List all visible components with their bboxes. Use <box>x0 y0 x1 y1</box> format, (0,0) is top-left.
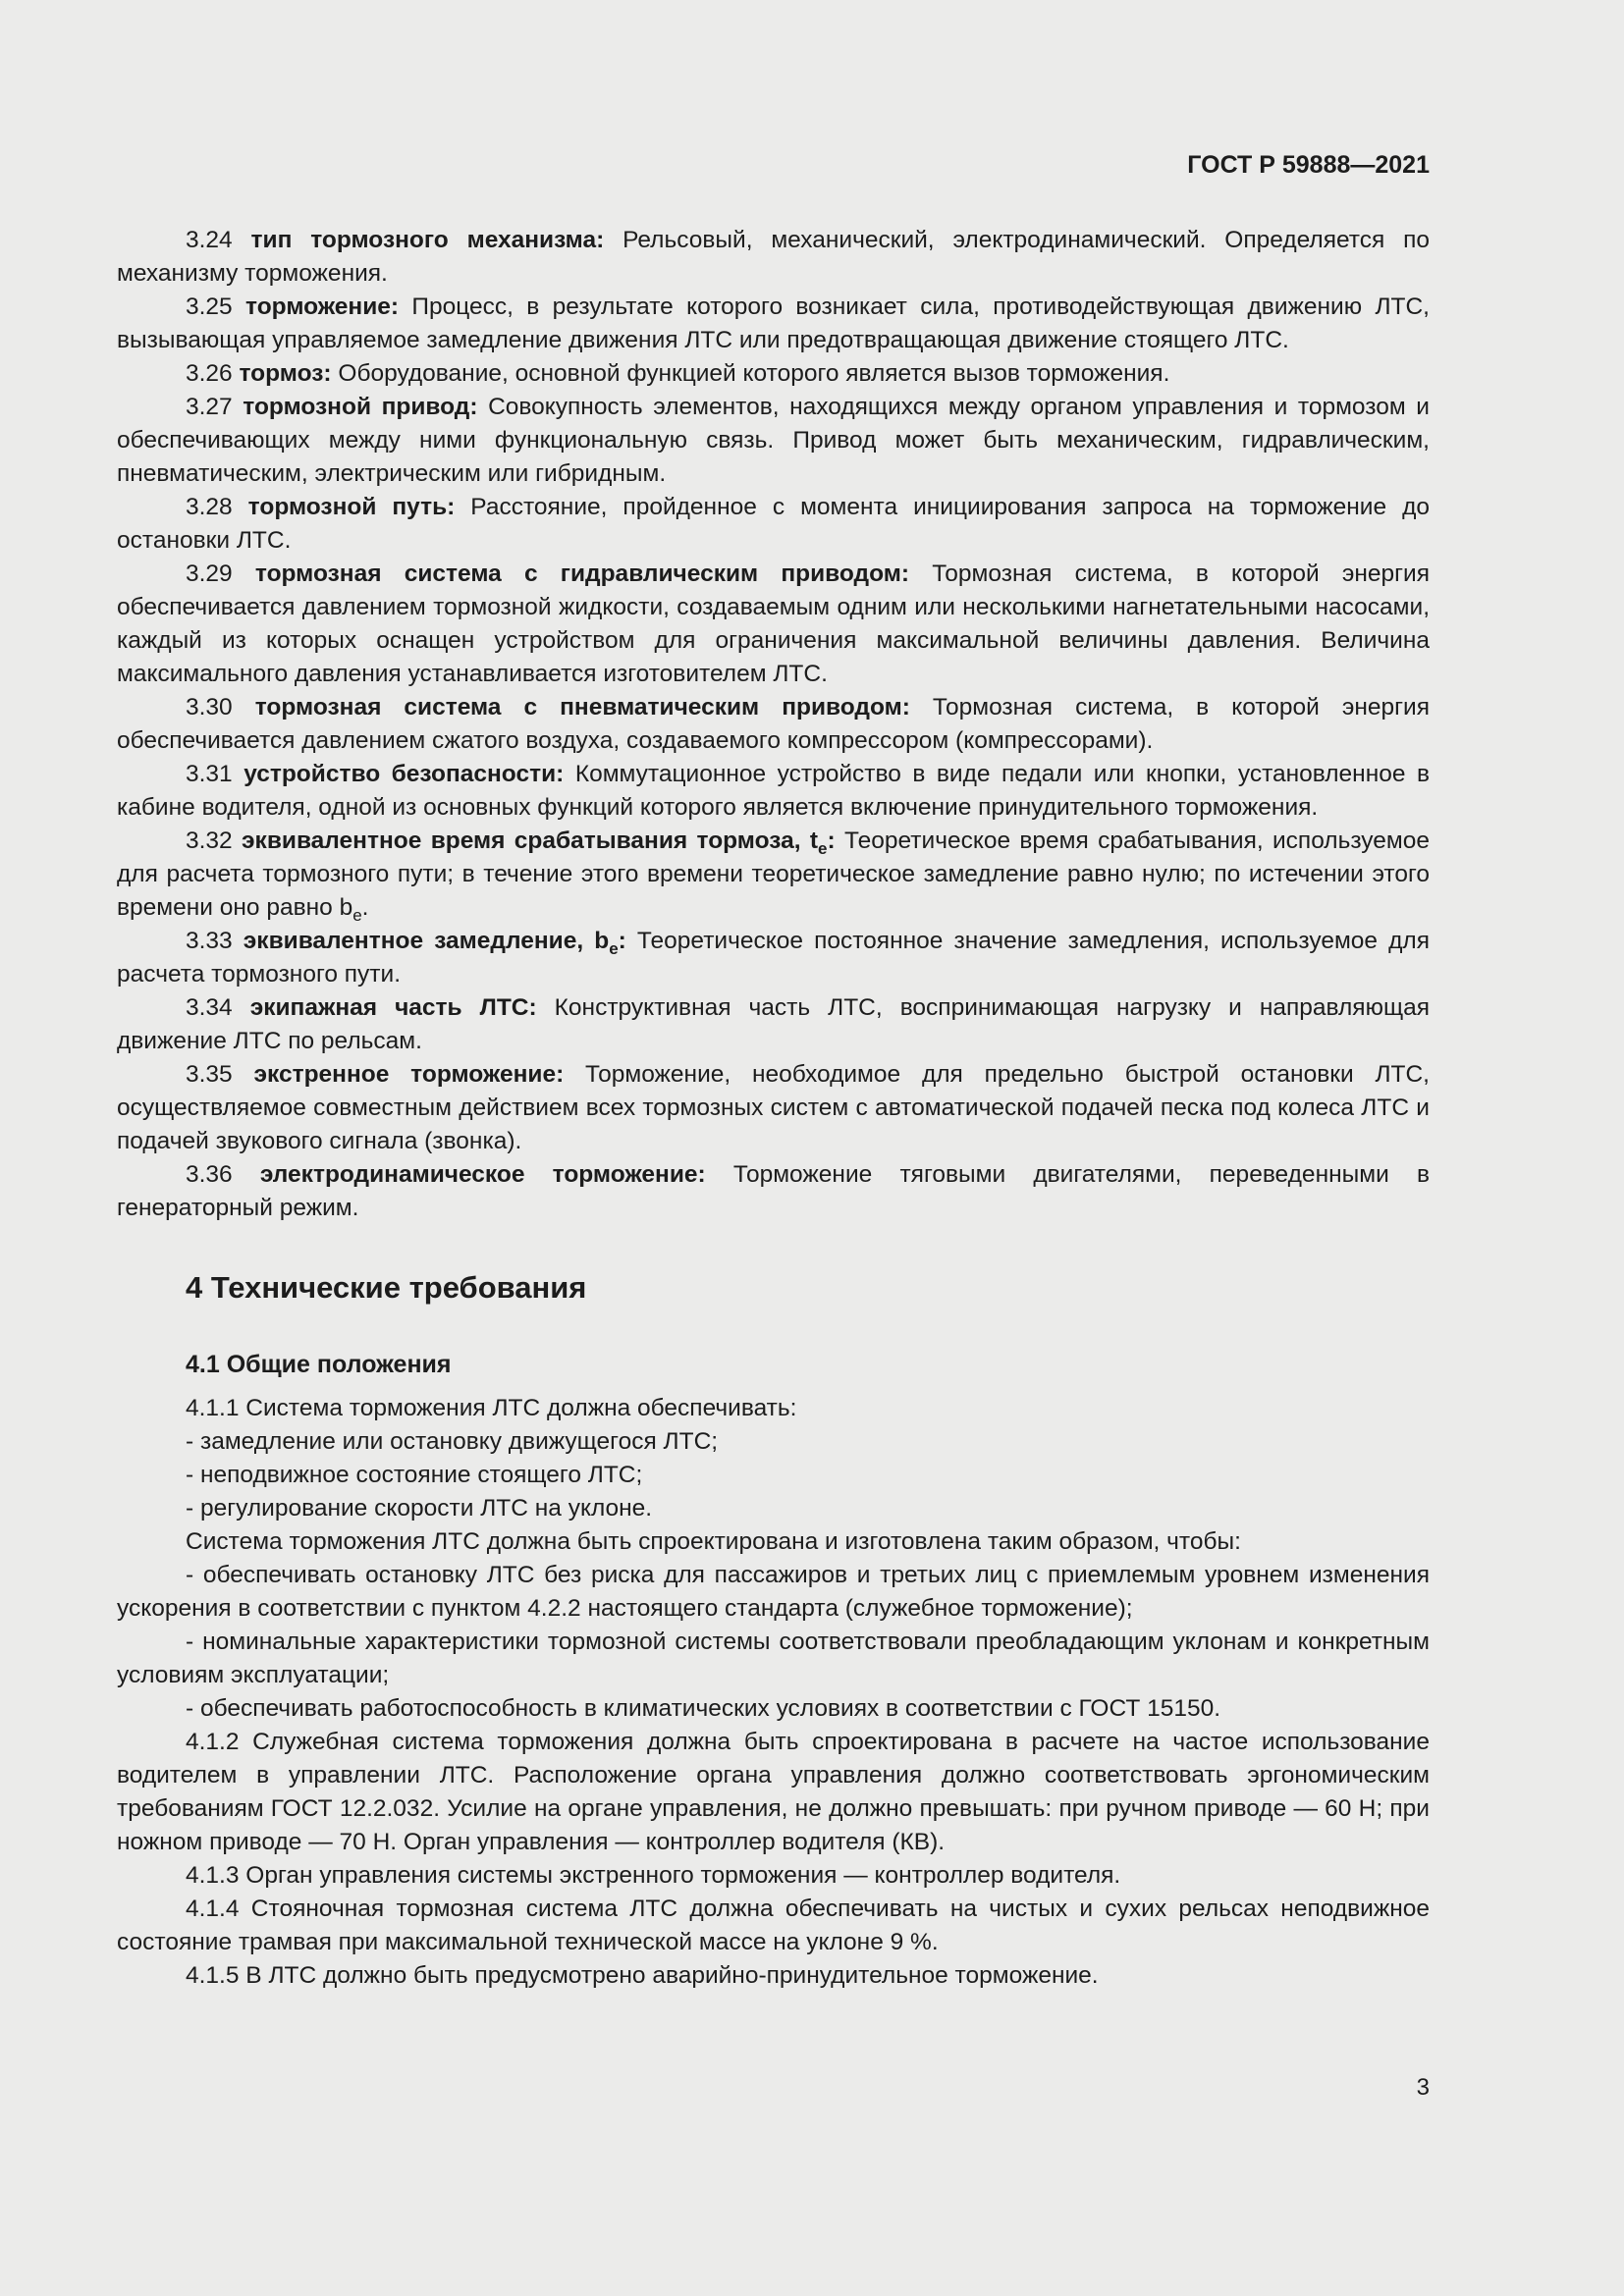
paragraph: Система торможения ЛТС должна быть спроектирована и изготовлена таким образом, чтобы: <box>186 1528 1241 1555</box>
term-3-32: 3.32 эквивалентное время срабатывания тормоза, $t_e$: Теоретическое время срабатывания, используемое для расчета тормозного пути; в течение этого времени теоретическое замедление равно нулю; по истечении этого времени оно равно $b_e$. <box>117 828 1430 925</box>
term-3-35: 3.35 экстренное торможение: Торможение, необходимое для предельно быстрой остановки ЛТС, осуществляемое совместным действием всех тормозных систем с автоматической подачей песка под колеса ЛТС и подачей звукового сигнала (звонка). <box>117 1061 1430 1154</box>
term-3-28: 3.28 тормозной путь: Расстояние, пройденное с момента инициирования запроса на торможение до остановки ЛТС. <box>117 494 1430 554</box>
list-item: - обеспечивать работоспособность в климатических условиях в соответствии с ГОСТ 15150. <box>186 1695 1221 1722</box>
list-item: - обеспечивать остановку ЛТС без риска для пассажиров и третьих лиц с приемлемым уровнем изменения ускорения в соответствии с пунктом 4.2.2 настоящего стандарта (служебное торможение); <box>117 1562 1430 1622</box>
term-3-24: 3.24 тип тормозного механизма: Рельсовый, механический, электродинамический. Определяется по механизму торможения. <box>117 227 1430 287</box>
paragraph: 4.1.2 Служебная система торможения должна быть спроектирована в расчете на частое использование водителем в управлении ЛТС. Расположение органа управления должно соответствовать эргономическим требованиям ГОСТ 12.2.032. Усилие на органе управления, не должно превышать: при ручном приводе — 60 Н; при ножном приводе — 70 Н. Орган управления — контроллер водителя (КВ). <box>117 1729 1430 1855</box>
document-code: ГОСТ Р 59888—2021 <box>1187 151 1430 179</box>
term-3-27: 3.27 тормозной привод: Совокупность элементов, находящихся между органом управления и тормозом и обеспечивающих между ними функциональную связь. Привод может быть механическим, гидравлическим, пневматическим, электрическим или гибридным. <box>117 394 1430 487</box>
page-number: 3 <box>1416 2074 1430 2101</box>
subsection-heading: 4.1 Общие положения <box>186 1351 452 1378</box>
page-content <box>117 224 1430 1993</box>
list-item: - неподвижное состояние стоящего ЛТС; <box>186 1462 643 1488</box>
term-3-30: 3.30 тормозная система с пневматическим приводом: Тормозная система, в которой энергия обеспечивается давлением сжатого воздуха, создаваемого компрессором (компрессорами). <box>117 694 1431 754</box>
paragraph: 4.1.5 В ЛТС должно быть предусмотрено аварийно-принудительное торможение. <box>186 1962 1099 1989</box>
term-3-36: 3.36 электродинамическое торможение: Торможение тяговыми двигателями, переведенными в генераторный режим. <box>117 1161 1430 1221</box>
paragraph: 4.1.4 Стояночная тормозная система ЛТС должна обеспечивать на чистых и сухих рельсах неподвижное состояние трамвая при максимальной технической массе на уклоне 9 %. <box>117 1896 1430 1955</box>
list-item: - замедление или остановку движущегося ЛТС; <box>186 1428 719 1455</box>
term-3-29: 3.29 тормозная система с гидравлическим приводом: Тормозная система, в которой энергия обеспечивается давлением тормозной жидкости, создаваемым одним или несколькими нагнетательными насосами, каждый из которых оснащен устройством для ограничения максимальной величины давления. Величина максимального давления устанавливается изготовителем ЛТС. <box>117 561 1431 687</box>
term-3-33: 3.33 эквивалентное замедление, $b_e$: Теоретическое постоянное значение замедления, используемое для расчета тормозного пути. <box>117 928 1430 988</box>
list-item: - регулирование скорости ЛТС на уклоне. <box>186 1495 653 1522</box>
term-3-31: 3.31 устройство безопасности: Коммутационное устройство в виде педали или кнопки, установленное в кабине водителя, одной из основных функций которого является включение принудительного торможения. <box>117 761 1431 821</box>
term-3-26: 3.26 тормоз: Оборудование, основной функцией которого является вызов торможения. <box>186 360 1170 387</box>
paragraph: 4.1.1 Система торможения ЛТС должна обеспечивать: <box>186 1395 797 1421</box>
section-heading: 4 Технические требования <box>186 1270 587 1305</box>
term-3-25: 3.25 торможение: Процесс, в результате которого возникает сила, противодействующая движению ЛТС, вызывающая управляемое замедление движения ЛТС или предотвращающая движение стоящего ЛТС. <box>117 294 1430 353</box>
list-item: - номинальные характеристики тормозной системы соответствовали преобладающим уклонам и конкретным условиям эксплуатации; <box>117 1629 1430 1688</box>
term-3-34: 3.34 экипажная часть ЛТС: Конструктивная часть ЛТС, воспринимающая нагрузку и направляющая движение ЛТС по рельсам. <box>117 994 1430 1054</box>
paragraph: 4.1.3 Орган управления системы экстренного торможения — контроллер водителя. <box>186 1862 1121 1889</box>
